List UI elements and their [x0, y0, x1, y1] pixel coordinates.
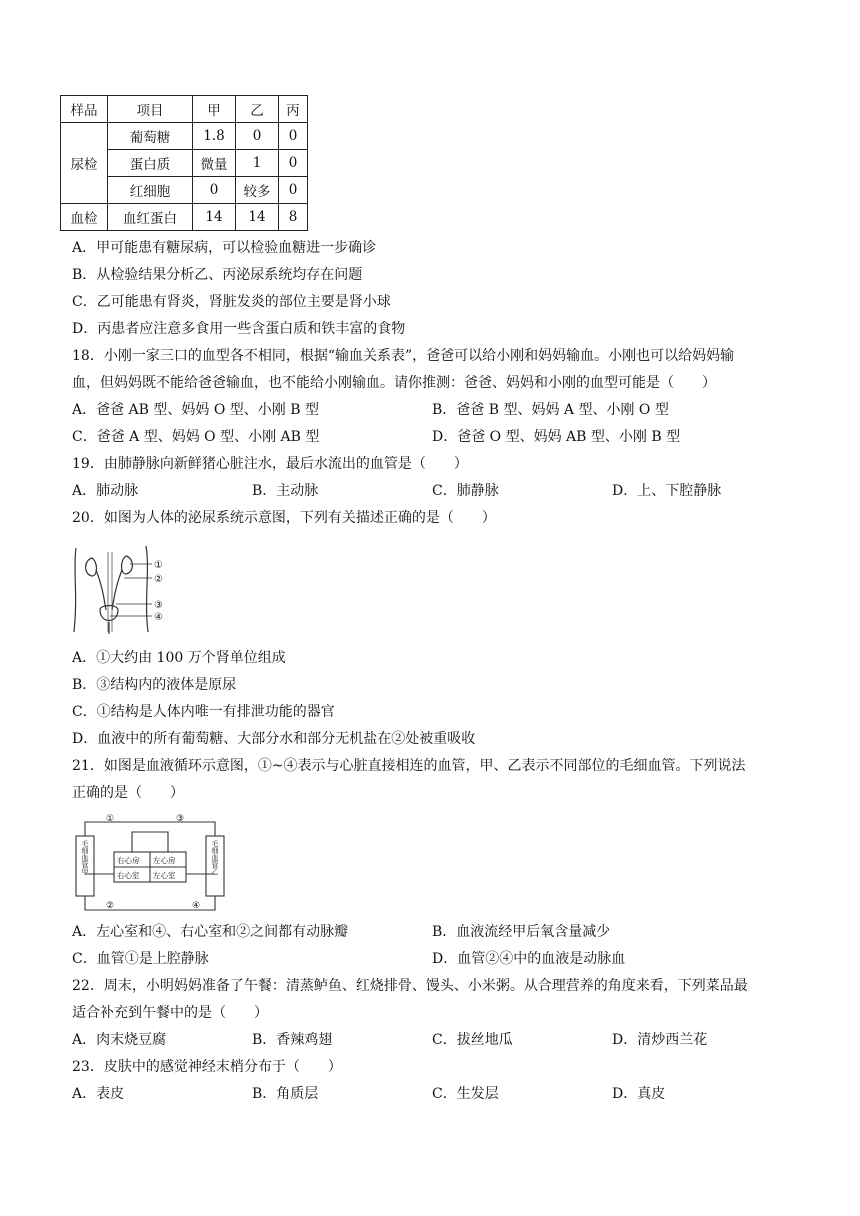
q19-option-b: B．主动脉: [252, 483, 319, 499]
table-cell: 1.8: [193, 123, 236, 150]
fig-label-4: ④: [154, 612, 163, 623]
q18-option-c: C．爸爸 A 型、妈妈 O 型、小刚 AB 型: [72, 429, 320, 445]
bladder: [100, 606, 118, 621]
table-cell: 0: [279, 123, 308, 150]
q21-option-c: C．血管①是上腔静脉: [72, 951, 209, 967]
q18-stem-line2: 血，但妈妈既不能给爸爸输血，也不能给小刚输血。请你推测：爸爸、妈妈和小刚的血型可能是（ ）: [72, 375, 716, 391]
table-row: [61, 204, 308, 231]
table-cell: 微量: [193, 150, 236, 177]
q19-stem: 19．由肺静脉向新鲜猪心脏注水，最后水流出的血管是（ ）: [72, 456, 468, 472]
q21-option-d: D．血管②④中的血液是动脉血: [432, 951, 626, 967]
table-cell: 血红蛋白: [108, 204, 193, 231]
heart-ra: 右心房: [117, 856, 140, 865]
blood-test-label: 血检: [61, 204, 108, 231]
q22-stem-line2: 适合补充到午餐中的是（ ）: [72, 1005, 268, 1021]
q23-stem: 23．皮肤中的感觉神经末梢分布于（ ）: [72, 1059, 342, 1075]
table-cell: 0: [193, 177, 236, 204]
q17-option-c: C．乙可能患有肾炎，肾脏发炎的部位主要是肾小球: [72, 294, 391, 310]
vessel-label-2: ②: [106, 901, 115, 911]
q21-stem-line1: 21．如图是血液循环示意图，①~④表示与心脏直接相连的血管，甲、乙表示不同部位的毛细血管。下列说法: [72, 758, 746, 774]
upper-vessel-loop: [85, 822, 215, 836]
table-cell: 14: [193, 204, 236, 231]
fig-label-2: ②: [154, 574, 163, 585]
heart-rv: 右心室: [117, 871, 140, 880]
q21-option-a: A．左心室和④、右心室和②之间都有动脉瓣: [72, 924, 349, 940]
left-ureter: [96, 570, 106, 610]
right-kidney: [122, 556, 133, 574]
table-cell: 葡萄糖: [108, 123, 193, 150]
table-header: 甲: [193, 96, 236, 123]
table-cell: 0: [279, 177, 308, 204]
lab-results-table: [60, 95, 308, 231]
table-cell: 0: [279, 150, 308, 177]
fig-label-3: ③: [154, 600, 163, 611]
q23-option-b: B．角质层: [252, 1086, 319, 1102]
q18-option-a: A．爸爸 AB 型、妈妈 O 型、小刚 B 型: [72, 402, 319, 418]
table-cell: 8: [279, 204, 308, 231]
heart-lv: 左心室: [153, 871, 176, 880]
q19-option-c: C．肺静脉: [432, 483, 499, 499]
q21-stem-line2: 正确的是（ ）: [72, 785, 184, 801]
q18-option-d: D．爸爸 O 型、妈妈 AB 型、小刚 B 型: [432, 429, 681, 445]
vessel-label-3: ③: [176, 814, 185, 824]
q20-option-b: B．③结构内的液体是原尿: [72, 677, 237, 693]
inner-vessel-loop: [132, 832, 168, 852]
q22-option-a: A．肉末烧豆腐: [72, 1032, 167, 1048]
table-header: 丙: [279, 96, 308, 123]
q17-option-d: D．丙患者应注意多食用一些含蛋白质和铁丰富的食物: [72, 321, 406, 337]
q20-stem: 20．如图为人体的泌尿系统示意图，下列有关描述正确的是（ ）: [72, 510, 496, 526]
vessel-label-1: ①: [106, 814, 115, 824]
table-header: 乙: [236, 96, 279, 123]
q21-option-b: B．血液流经甲后氧含量减少: [432, 924, 611, 940]
blood-circulation-diagram: [72, 812, 232, 916]
vessel-label-4: ④: [192, 901, 201, 911]
q20-option-a: A．①大约由 100 万个肾单位组成: [72, 650, 286, 666]
heart-la: 左心房: [153, 856, 176, 865]
table-header-row: [61, 96, 308, 123]
table-header: 样品: [61, 96, 108, 123]
q20-option-d: D．血液中的所有葡萄糖、大部分水和部分无机盐在②处被重吸收: [72, 731, 476, 747]
q22-option-d: D．清炒西兰花: [612, 1032, 708, 1048]
body-outline-left: [74, 548, 76, 632]
q19-option-a: A．肺动脉: [72, 483, 139, 499]
fig-label-1: ①: [154, 560, 163, 571]
q22-stem-line1: 22．周末，小明妈妈准备了午餐：清蒸鲈鱼、红烧排骨、馒头、小米粥。从合理营养的角度来看，下列菜品最: [72, 978, 748, 994]
table-cell: 1: [236, 150, 279, 177]
q23-option-d: D．真皮: [612, 1086, 666, 1102]
q18-stem-line1: 18．小刚一家三口的血型各不相同，根据“输血关系表”，爸爸可以给小刚和妈妈输血。小刚也可以给妈妈输: [72, 348, 735, 364]
urine-test-label: 尿检: [61, 123, 108, 204]
urinary-system-diagram: [68, 540, 178, 640]
table-header: 项目: [108, 96, 193, 123]
q23-option-a: A．表皮: [72, 1086, 125, 1102]
table-cell: 较多: [236, 177, 279, 204]
right-capillary-label: 毛细血管乙: [211, 840, 219, 875]
q22-option-b: B．香辣鸡翅: [252, 1032, 333, 1048]
q19-option-d: D．上、下腔静脉: [612, 483, 722, 499]
table-cell: 红细胞: [108, 177, 193, 204]
q22-option-c: C．拔丝地瓜: [432, 1032, 513, 1048]
body-outline-right: [146, 546, 148, 632]
q20-option-c: C．①结构是人体内唯一有排泄功能的器官: [72, 704, 335, 720]
q17-option-a: A．甲可能患有糖尿病，可以检验血糖进一步确诊: [72, 240, 377, 256]
table-row: [61, 123, 308, 150]
left-kidney: [86, 558, 97, 576]
q17-option-b: B．从检验结果分析乙、丙泌尿系统均存在问题: [72, 267, 363, 283]
left-capillary-label: 毛细血管甲: [81, 840, 89, 875]
table-cell: 14: [236, 204, 279, 231]
table-cell: 蛋白质: [108, 150, 193, 177]
q23-option-c: C．生发层: [432, 1086, 499, 1102]
q18-option-b: B．爸爸 B 型、妈妈 A 型、小刚 O 型: [432, 402, 669, 418]
table-cell: 0: [236, 123, 279, 150]
